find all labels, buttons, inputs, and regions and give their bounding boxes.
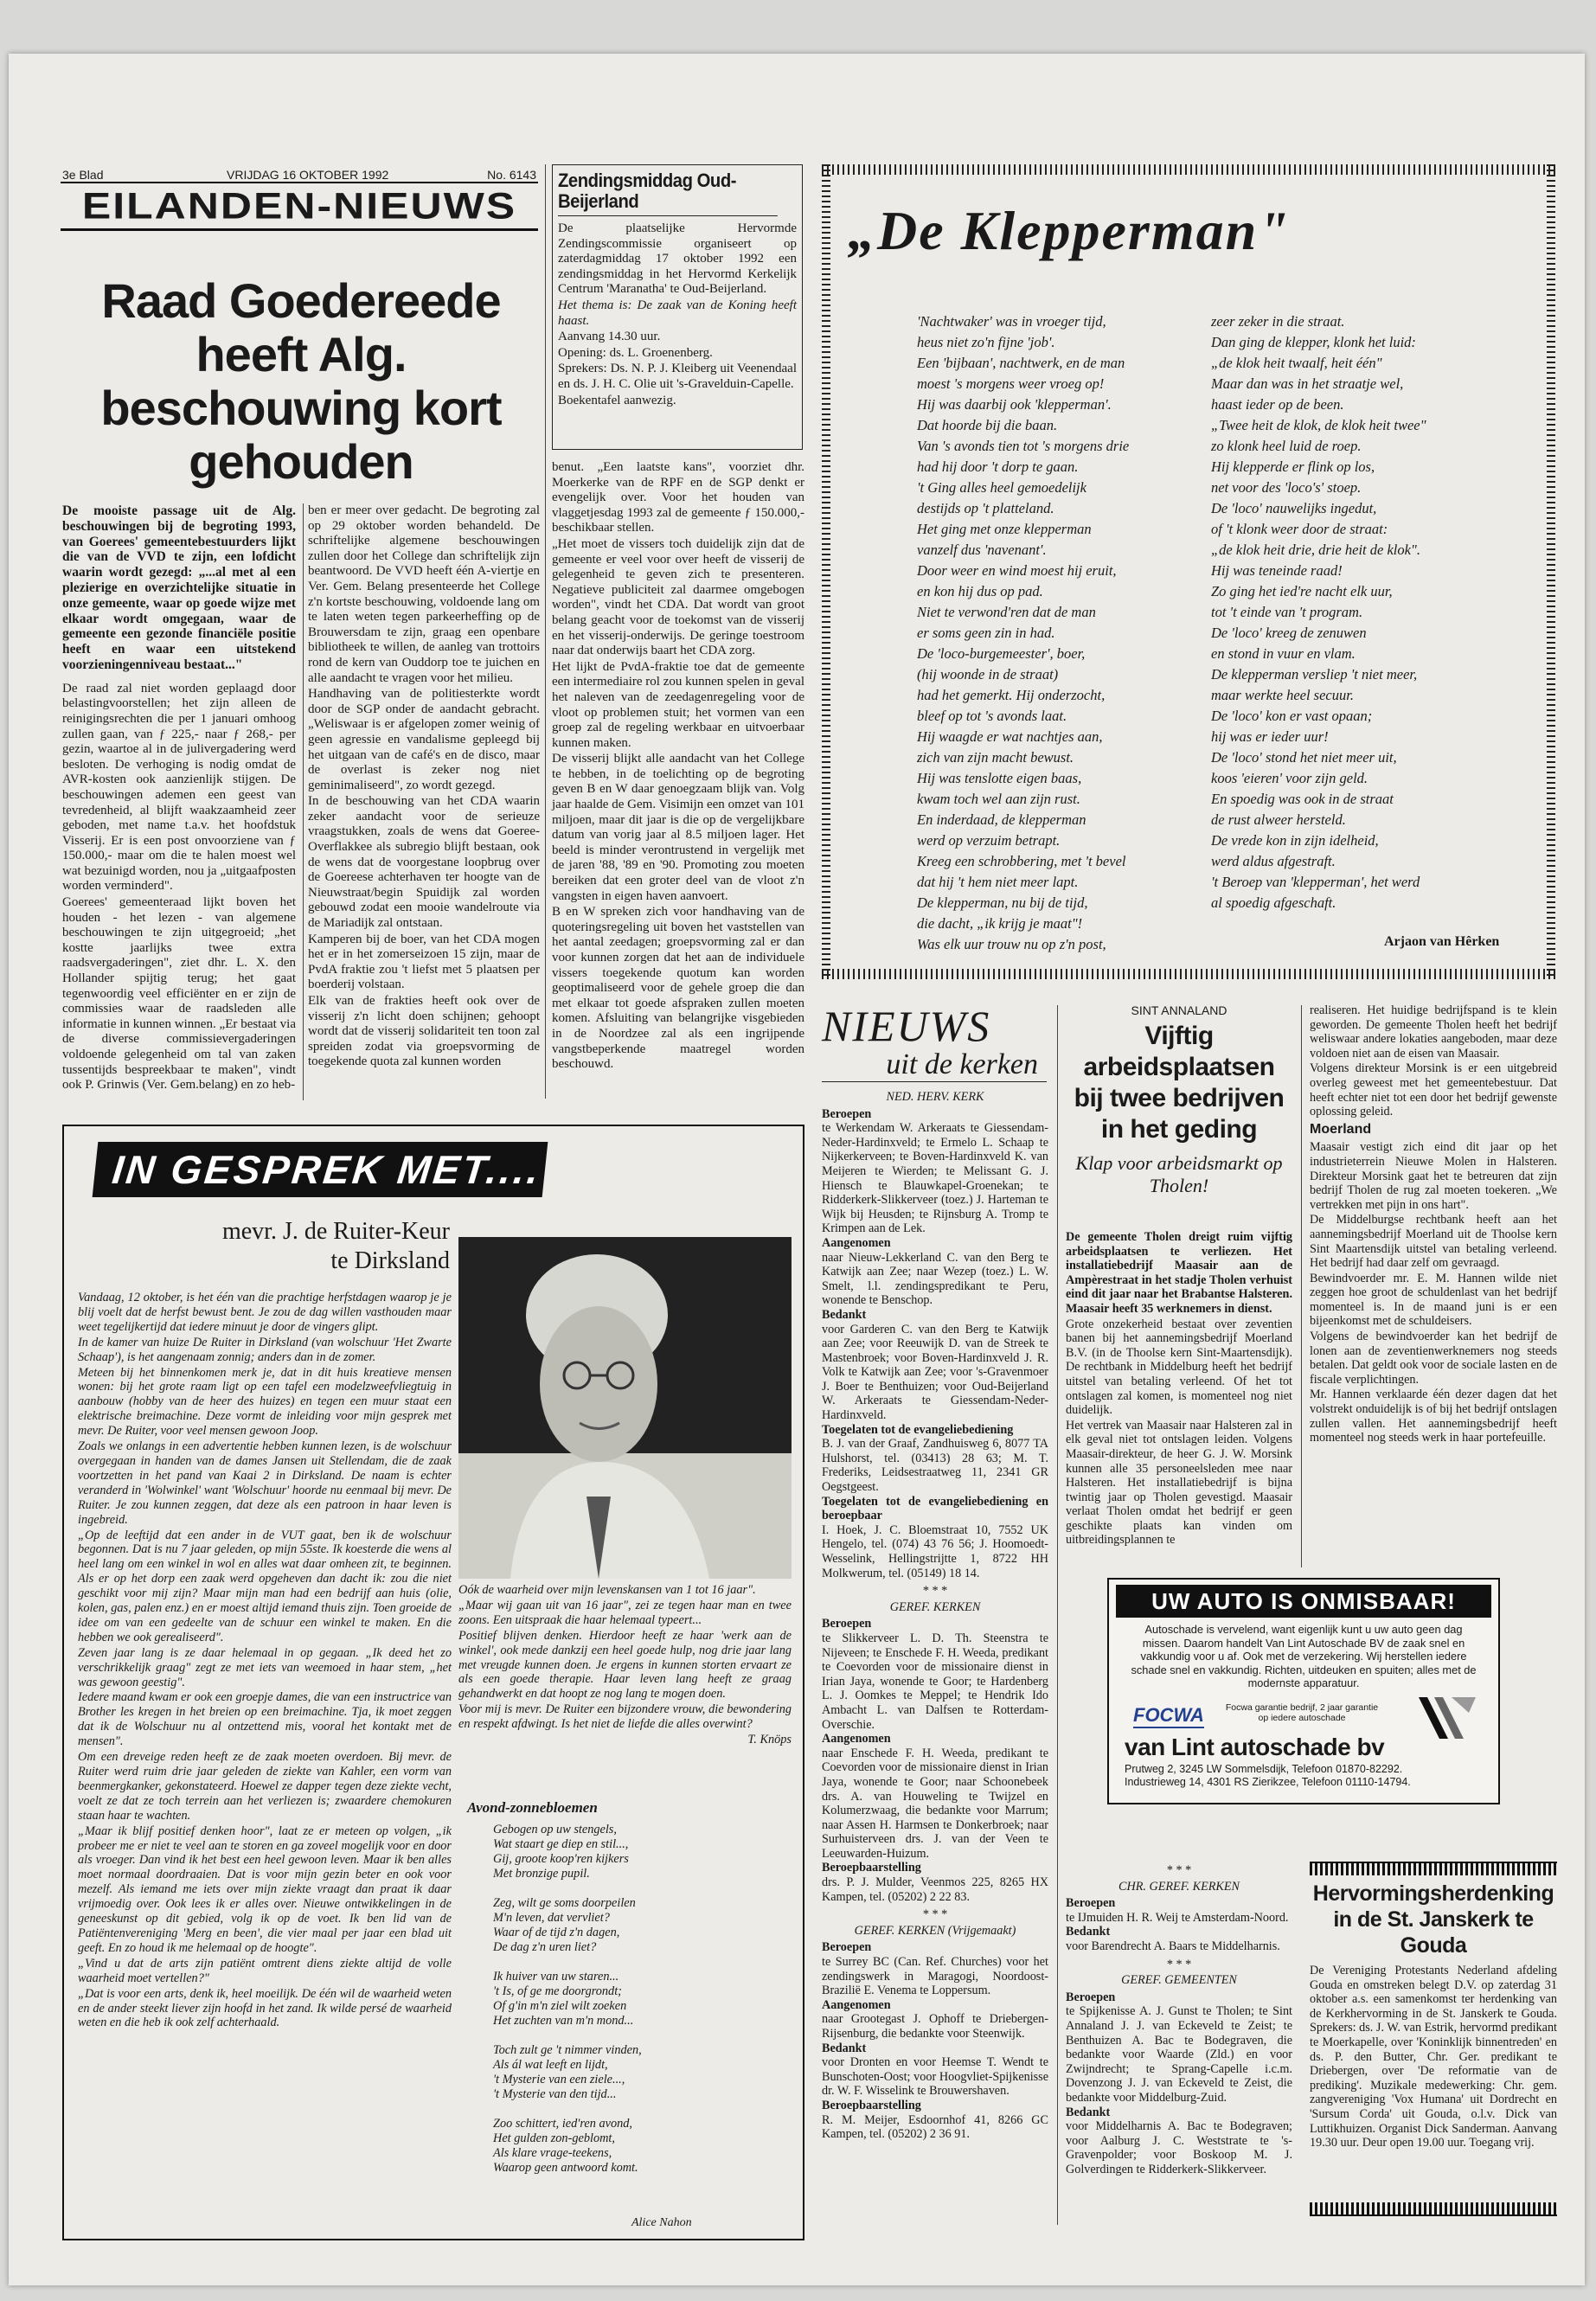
ad-address-1: Prutweg 2, 3245 LW Sommelsdijk, Telefoon 01870-82292.	[1125, 1763, 1403, 1775]
poem-line: Zeg, wilt ge soms doorpeilen	[493, 1896, 636, 1910]
kerk-item-label: Beroepen	[822, 1617, 872, 1631]
verse-line: De 'loco' nauwelijks ingedut,	[1211, 500, 1377, 516]
gesprek-para: Zeven jaar lang is ze daar helemaal in op gegaan. „Ik deed het zo verschrikkelijk graag" zegt ze met iets van weemoed in haar stem, „het was gewoon geestig".	[78, 1645, 452, 1689]
raad-para: Het lijkt de PvdA-fraktie toe dat de gemeente een intermediaire rol zou kunnen spelen in geval het naleven van de zeedagenregeling voor de vloot op problemen stuit; het vormen van een groep zal de regeling werkbaar en uitvoerbaar kunnen maken.	[552, 659, 804, 750]
section-stars: * * *	[922, 1584, 948, 1599]
page-label: 3e Blad	[62, 168, 104, 182]
poem-line: M'n leven, dat vervliet?	[493, 1911, 610, 1925]
verse-line: 't Beroep van 'klepperman', het werd	[1211, 874, 1420, 890]
newspaper-page	[9, 54, 1585, 2285]
verse-line: haast ieder op de been.	[1211, 396, 1344, 413]
verse-line: Hij was tenslotte eigen baas,	[917, 770, 1082, 786]
kerk-section-head: GEREF. GEMEENTEN	[1121, 1973, 1237, 1988]
verse-line: kwam toch wel aan zijn rust.	[917, 791, 1080, 807]
focwa-row	[1125, 1701, 1384, 1732]
zending-line: Boekentafel aanwezig.	[558, 393, 676, 407]
kerk-item-label: Aangenomen	[822, 1997, 891, 2012]
verse-line: Hij klepperde er flink op los,	[1211, 458, 1375, 475]
gesprek-para: In de kamer van huize De Ruiter in Dirksland (van wolschuur 'Het Zwarte Schaap'), is het aangenaam zonnig; anders dan in de zomer.	[78, 1335, 452, 1364]
raad-para: B en W spreken zich voor handhaving van de quoteringsregeling uit boven het vaststellen van het aantal zeedagen; groepsvorming zal er dan voor kunnen zorgen dat het aan de individuele vissers toegekende quotum kan worden geoptimaliseerd voor de gehele groep die dan met elkaar tot goede afspraken zullen moeten komen. Afsluiting van belangrijke visgebieden in de Noordzee zal als een ingrijpende vangstbeperkende maatregel worden beschouwd.	[552, 905, 804, 1072]
raad-para: De raad zal niet worden geplaagd door belastingvoorstellen; het zijn alleen de reinigingsrechten die per 1 januari omhoog zullen gaan, van ƒ 225,- naar ƒ 268,- per gezin, waartoe al in de julivergadering werd besloten. De verhoging is nodig omdat de AVR-kosten ook aanzienlijk stijgen. De beschouwingen ademen een geest van tevredenheid, al blijft waakzaamheid zeer geboden, met name t.a.v. het hoofdstuk Visserij. Er is een post onvoorziene van ƒ 150.000,- maar om die te halen moest wel wat bezuinigd worden, nou ja „uitgaafposten worden verminderd".	[62, 681, 296, 894]
poem-line: Het zuchten van m'n mond...	[493, 2014, 634, 2028]
zending-line: Opening: ds. L. Groenenberg.	[558, 345, 713, 360]
verse-line: Door weer en wind moest hij eruit,	[917, 562, 1117, 579]
poem-line: Waarop geen antwoord komt.	[493, 2161, 638, 2175]
zending-title: Zendingsmiddag Oud-Beijerland	[558, 170, 778, 216]
gesprek-byline: T. Knöps	[747, 1733, 792, 1747]
verse-line: Het ging met onze klepperman	[917, 521, 1092, 537]
verse-line: vanzelf dus 'navenant'.	[917, 542, 1047, 558]
kerk-item-label: Bedankt	[822, 2041, 867, 2055]
verse-line: de rust alweer hersteld.	[1211, 811, 1346, 828]
wavy-border-bottom	[822, 969, 1557, 979]
verse-line: had hij door 't dorp te gaan.	[917, 458, 1079, 475]
poem-line: De dag z'n uren liet?	[493, 1940, 597, 1954]
kerk-section-head: CHR. GEREF. KERKEN	[1118, 1879, 1240, 1894]
verse-line: Een 'bijbaan', nachtwerk, en de man	[917, 355, 1125, 371]
verse-line: Zo ging het ied're nacht elk uur,	[1211, 583, 1393, 599]
verse-line: hij was er ieder uur!	[1211, 728, 1329, 745]
vijftig-column-1	[1066, 1230, 1292, 1548]
raad-column-1	[62, 503, 296, 1094]
raad-column-3	[552, 460, 804, 1074]
kerk-item-text: voor Middelharnis A. Bac te Bodegraven; voor Aalburg J. C. Weststrate te 's-Gravenpolder; voor Boskoop M. J. Golverdingen te Ridderkerk-Slikkerveer.	[1066, 2119, 1292, 2176]
kerk-item-text: te IJmuiden H. R. Weij te Amsterdam-Noord.	[1066, 1910, 1289, 1925]
raad-column-2	[308, 503, 540, 1071]
herv-border-bottom	[1310, 2202, 1557, 2216]
poem-line: Ik huiver van uw staren...	[493, 1970, 619, 1984]
kerk-section-head: GEREF. KERKEN (Vrijgemaakt)	[854, 1923, 1016, 1938]
poem-line: Het gulden zon-geblomt,	[493, 2131, 615, 2145]
section-stars: * * *	[1166, 1863, 1192, 1877]
poem-line: Zoo schittert, ied'ren avond,	[493, 2117, 632, 2131]
ad-address	[1125, 1763, 1411, 1789]
ad-company: van Lint autoschade bv	[1125, 1734, 1385, 1760]
gesprek-name	[138, 1217, 450, 1276]
kerk-item-text: naar Grootegast J. Ophoff te Driebergen-Rijsenburg, die bedankte voor Steenwijk.	[822, 2012, 1048, 2041]
newspaper-name: EILANDEN-NIEUWS	[81, 185, 517, 227]
gesprek-name-2: te Dirksland	[330, 1247, 450, 1274]
kerk-item-label: Toegelaten tot de evangeliebediening en beroepbaar	[822, 1494, 1048, 1523]
poem-line: Gij, groote koop'ren kijkers	[493, 1852, 629, 1866]
herv-headline: Hervormingsherdenking in de St. Janskerk te Gouda	[1312, 1881, 1554, 1958]
kerk-item-text: drs. P. J. Mulder, Veenmos 225, 8265 HX Kampen, tel. (05202) 2 22 83.	[822, 1875, 1048, 1904]
kerken-column-2	[1066, 1860, 1292, 2176]
vijftig-para: Bewindvoerder mr. E. M. Hannen wilde niet zeggen hoe groot de schuldenlast van het bedrijf momenteel is. In de maand juni is er een bijeenkomst met de schuldeisers.	[1310, 1271, 1557, 1329]
portrait-photo	[458, 1237, 792, 1579]
kerk-item-label: Bedankt	[1066, 1925, 1111, 1939]
vijftig-para: realiseren. Het huidige bedrijfspand is te klein geworden. De gemeente Tholen heeft het bedrijf weliswaar andere lokaties aangeboden, maar deze voldoen niet aan de eisen van Maasair.	[1310, 1003, 1557, 1061]
herv-border-top	[1310, 1862, 1557, 1875]
kerken-title	[822, 1003, 1047, 1082]
poem-line: 't Mysterie van den tijd...	[493, 2087, 617, 2101]
verse-line: De 'loco' kreeg de zenuwen	[1211, 625, 1367, 641]
verse-line: Maar dan was in het straatje wel,	[1211, 375, 1404, 392]
verse-line: al spoedig afgeschaft.	[1211, 894, 1336, 911]
vijftig-para: De Middelburgse rechtbank heeft aan het aannemingsbedrijf Moerland uit de Thoolse kern Sint Maartensdijk uitstel van betaling verleend. Het bedrijf had daar zelf om gevraagd.	[1310, 1213, 1557, 1271]
poem-line: Met bronzige pupil.	[493, 1867, 590, 1881]
vijftig-para: Grote onzekerheid bestaat over zeventien banen bij het aannemingsbedrijf Moerland B.V. (in de Thoolse kern Sint-Maartensdijk). De rechtbank in Middelburg heeft het bedrijf uitstel van betaling verleend. Of het tot ontslagen zal komen, is momenteel nog niet duidelijk.	[1066, 1317, 1292, 1418]
photo-caption: Oók de waarheid over mijn levenskansen van 1 tot 16 jaar".	[458, 1583, 756, 1597]
verse-line: zeer zeker in die straat.	[1211, 313, 1345, 330]
klepperman-verse-1	[917, 311, 1202, 955]
klepperman-box	[822, 164, 1557, 986]
verse-line: „de klok heit drie, drie heit de klok".	[1211, 542, 1420, 558]
vijftig-dateline: SINT ANNALAND	[1131, 1003, 1227, 1017]
kerk-item-label: Beroepen	[822, 1106, 872, 1121]
kerk-item-text: naar Nieuw-Lekkerland C. van den Berg te Katwijk aan Zee; naar Wezep (toez.) L. W. Smelt, l.l. zendingspredikant te Peru, wonende te Benschop.	[822, 1250, 1048, 1308]
vijftig-para: Mr. Hannen verklaarde één dezer dagen dat het volstrekt onduidelijk is of bij het bedrijf ontslagen zullen vallen. Het aannemingsbedrijf heeft momenteel nog steeds werk in haar portefeuille.	[1310, 1388, 1557, 1445]
poem-text	[493, 1823, 753, 2176]
kerk-item-text: voor Barendrecht A. Baars te Middelharnis.	[1066, 1939, 1280, 1953]
kerk-item-text: voor Dronten en voor Heemse T. Wendt te Bunschoten-Oost; voor Hoogvliet-Spijkenisse dr. W. F. Wisselink te Brouwershaven.	[822, 2055, 1048, 2099]
poem-line	[493, 2102, 753, 2117]
verse-line: bleef op tot 's avonds laat.	[917, 708, 1067, 724]
raad-para: Elk van de frakties heeft ook over de visserij z'n licht doen schijnen; gehoopt wordt dat de visserij solidariteit ten toon zal spreiden zodat via groepsvorming de toegekende quota zal kunnen worden	[308, 994, 540, 1069]
kerk-item-label: Beroepbaarstelling	[822, 2098, 921, 2112]
poem-line: Of g'in m'n ziel wilt zoeken	[493, 1999, 627, 2013]
gesprek-para: Meteen bij het binnenkomen merk je, dat in dit huis kreatieve mensen wonen: bij het grote raam ligt op een tafel een modelzweefvliegtuig in aanbouw (hobby van de heer des huizes) en tegen een muur staat een elektrische breimachine. Deze vormt de inleiding voor mijn gesprek met mevr. De Ruiter, voor veel mensen gewoon Joop.	[78, 1365, 452, 1439]
zending-line: Sprekers: Ds. N. P. J. Kleiberg uit Veenendaal en ds. J. H. C. Olie uit 's-Gravelduin-Capelle.	[558, 362, 797, 391]
verse-line: maar werkte heel secuur.	[1211, 687, 1354, 703]
gesprek-para: Om een dreveige reden heeft ze de zaak moeten overdoen. Bij mevr. de Ruiter werd ruim drie jaar geleden de ziekte van Kahler, een vorm van beenmergkanker, gekonstateerd. Hoewel ze dapper tegen deze ziekte vecht, voelt ze dat ze toch terrein aan het verliezen is; zwaardere chemokuren staan haar te wachten.	[78, 1750, 452, 1823]
kerk-item-text: naar Enschede F. H. Weeda, predikant te Coevorden voor de missionaire dienst in Irian Jaya, wonende te Goor; naar Schoonebeek drs. A. van Houweling te Twijzel en Kolumerzwaag, die bedankte voor Marrum; naar Assen H. Harmsen te Donkerbroek; naar Surhuisterveen drs. J. van der Veen te Leeuwarden-Huizum.	[822, 1746, 1048, 1861]
wavy-border-top	[822, 164, 1557, 175]
poem-line	[493, 1955, 753, 1970]
kerk-item-text: te Surrey BC (Can. Ref. Churches) voor het zendingswerk in Maragogi, Noordoost-Brazilië E. Venema te Loppersum.	[822, 1955, 1048, 1998]
gesprek-banner: IN GESPREK MET....	[93, 1142, 548, 1197]
vijftig-para: Volgens de bewindvoerder kan het bedrijf de lonen aan de zeventienwerknemers nog steeds betalen. Dat geldt ook voor de sociale lasten en de fiscale verplichtingen.	[1310, 1330, 1557, 1387]
verse-line: Was elk uur trouw nu op z'n post,	[917, 936, 1106, 952]
poem-line: Toch zult ge 't nimmer vinden,	[493, 2043, 642, 2057]
gesprek-para: „Maar ik blijf positief denken hoor", laat ze er meteen op volgen, „ik probeer me er niet te veel aan te storen en ga zoveel mogelijk voor en door als vroeger. Dan vind ik het best een heel gewoon leven. Maar ik ben alles moet normaal doordraaien. Dat is voor mijn gezin beter en ook voor mezelf. Als iemand me iets over mijn ziekte vraagt dan praat ik daar vrijmoedig over. Ook lees ik er alles over. Nieuwe ontwikkelingen in de geneeskunst op dit gebied, volg ik op de voet. Ik ben lid van de Patiëntenvereniging 'Merg en been', die vier maal per jaar een blad uit geeft. En zo houd ik me helemaal op de hoogte".	[78, 1823, 452, 1955]
kerk-item-label: Beroepbaarstelling	[822, 1861, 921, 1875]
vanlint-ad	[1107, 1578, 1500, 1804]
poem-line: Wat staart ge diep en stil...,	[493, 1837, 629, 1851]
poem-title: Avond-zonnebloemen	[467, 1799, 598, 1816]
kerk-item-label: Aangenomen	[822, 1235, 891, 1250]
kerk-item-text: R. M. Meijer, Esdoornhof 41, 8266 GC Kampen, tel. (05202) 2 36 91.	[822, 2112, 1048, 2142]
poem-line: 't Mysterie van een ziele...,	[493, 2073, 625, 2086]
vijftig-column-2	[1310, 1003, 1557, 1446]
verse-line: of 't klonk weer door de straat:	[1211, 521, 1388, 537]
section-stars: * * *	[922, 1907, 948, 1922]
verse-line: 'Nachtwaker' was in vroeger tijd,	[917, 313, 1106, 330]
verse-line: destijds op 't platteland.	[917, 500, 1054, 516]
raad-headline: Raad Goedereede heeft Alg. beschouwing kort gehouden	[100, 273, 502, 489]
verse-line: werd aldus afgestraft.	[1211, 853, 1336, 869]
verse-line: Van 's avonds tien tot 's morgens drie	[917, 438, 1130, 454]
gesprek-para: Iedere maand kwam er ook een groepje dames, die van een instructrice van Brother les kregen in het breien op een breimachine. Tja, ik moet zeggen dat ik de Wolschuur nu al ontzettend mis, vooral het kontakt met de mensen".	[78, 1690, 452, 1749]
raad-para: Kamperen bij de boer, van het CDA mogen het er in het zomerseizoen 15 zijn, maar de PvdA fraktie zou 't liefst met 5 plaatsen per boerderij volstaan.	[308, 932, 540, 992]
column-rule	[303, 503, 304, 1100]
poem-line: Als ál wat leeft en lijdt,	[493, 2058, 608, 2072]
verse-line: en kon hij dus op pad.	[917, 583, 1043, 599]
gesprek-para: Vandaag, 12 oktober, is het één van die prachtige herfstdagen waarop je je blij voelt dat de herfst bewust bent. Je zou de dag willen vasthouden maar weet tegelijkertijd dat iedere minuut je door de vingers glipt.	[78, 1291, 452, 1334]
gesprek-name-1: mevr. J. de Ruiter-Keur	[221, 1218, 450, 1245]
verse-line: heus niet zo'n fijne 'job'.	[917, 334, 1055, 350]
verse-line: Niet te verwond'ren dat de man	[917, 604, 1096, 620]
raad-para: Handhaving van de politiesterkte wordt door de SGP onder de aandacht gebracht. „Weliswaar is er afgelopen zomer weinig of geen agressie en vandalisme gepleegd bij het uitgaan van de café's en de disco, maar de overlast is zeker nog niet geminimaliseerd", zo wordt gezegd.	[308, 687, 540, 792]
verse-line: moest 's morgens weer vroeg op!	[917, 375, 1105, 392]
kerk-item-label: Aangenomen	[822, 1732, 891, 1747]
vijftig-sub: Klap voor arbeidsmarkt op Tholen!	[1075, 1152, 1283, 1196]
verse-line: De klepperman, nu bij de tijd,	[917, 894, 1088, 911]
verse-line: er soms geen zin in had.	[917, 625, 1055, 641]
wavy-border-left	[822, 164, 830, 979]
verse-line: 't Ging alles heel gemoedelijk	[917, 479, 1086, 496]
poem-line: Als klare vrage-teekens,	[493, 2146, 612, 2160]
herv-body: De Vereniging Protestants Nederland afdeling Gouda en omstreken belegt D.V. op zaterdag 31 oktober a.s. een samenkomst ter herdenking van de Kerkhervorming in de St. Janskerk te Gouda. Sprekers: ds. J. W. van Estrik, hervormd predikant te Moerkapelle, over 'Koninklijk binnentreden' en ds. P. den Butter, Chr. Ger. predikant te Driebergen, over 'De reformatie van de prediking'. Muzikale medewerking: Chr. gem. zangvereniging 'Vox Humana' uit Dordrecht en 'Sursum Corda' uit Gouda, o.l.v. Dick van Luttikhuizen. Organist Dick Sanderman. Aanvang 19.30 uur. Deur open 19.00 uur. Toegang vrij.	[1310, 1964, 1557, 2150]
kerk-item-label: Beroepen	[822, 1940, 872, 1955]
raad-lead: De mooiste passage uit de Alg. beschouwingen bij de begroting 1993, van Goerees' gemeentebestuurders lijkt die van de VVD te zijn, een lofdicht waarin wordt gezegd: „...al met al een plezierige en overzichtelijke situatie in onze gemeente, waar op goede wijze met elkaar wordt omgegaan, waar de gemeente een gezonde financiële positie heeft en waar een uitstekend voorzieningenniveau bestaat..."	[62, 503, 296, 672]
vijftig-headline: Vijftig arbeidsplaatsen bij twee bedrijven in het geding	[1074, 1022, 1285, 1144]
raad-para: „Het moet de vissers toch duidelijk zijn dat de gemeente er veel voor over heeft de visserij de gelegenheid te geven zich te presenteren. Negatieve publiciteit zal daarmee omgebogen worden", vindt het CDA. Dat wordt van groot belang geacht voor de toekomst van de visserij en het visserij-onderwijs. De geringe toestroom naar dat onderwijs baart het CDA zorg.	[552, 536, 804, 658]
kerken-column-1	[822, 1088, 1048, 2142]
herv-box	[1310, 1862, 1557, 2216]
issue-date: VRIJDAG 16 OKTOBER 1992	[227, 168, 389, 182]
poem-line	[493, 1881, 753, 1896]
raad-col1-text	[62, 682, 296, 1093]
poem-line: 't Is, of ge me doorgrondt;	[493, 1984, 622, 1998]
gesprek-column-1	[78, 1291, 452, 2031]
verse-line: werd op verzuim betrapt.	[917, 832, 1061, 849]
verse-line: De 'loco' kon er vast opaan;	[1211, 708, 1373, 724]
gesprek-para: Voor mij is mevr. De Ruiter een bijzondere vrouw, die bewondering en respekt afdwingt. Is het niet de liefde die alles overwint?	[458, 1702, 792, 1732]
kerken-title-2: uit de kerken	[822, 1048, 1047, 1082]
kerken-title-1: NIEUWS	[822, 1002, 991, 1050]
kerk-item-label: Bedankt	[822, 1307, 867, 1322]
poem-line: Gebogen op uw stengels,	[493, 1823, 617, 1836]
verse-line: „de klok heit twaalf, heit één"	[1211, 355, 1382, 371]
column-rule	[1057, 1005, 1058, 2225]
kerk-item-label: Beroepen	[1066, 1990, 1116, 2004]
zending-thema: Het thema is: De zaak van de Koning heeft haast.	[558, 298, 797, 328]
zending-box	[552, 164, 803, 450]
kerk-item-label: Beroepen	[1066, 1896, 1116, 1911]
gesprek-para: „Maar wij gaan uit van 16 jaar", zei ze tegen haar man en twee zoons. Een uitspraak die haar helemaal typeert...	[458, 1598, 792, 1627]
ad-address-2: Industrieweg 14, 4301 RS Zierikzee, Telefoon 01110-14794.	[1125, 1776, 1411, 1788]
vijftig-para: Maasair vestigt zich eind dit jaar op het industrieterrein Nieuwe Molen in Halsteren. Direkteur Morsink gaat het te betreuren dat zijn bedrijf Tholen de rug zal moeten toekeren. „We vertrekken met pijn in ons hart".	[1310, 1140, 1557, 1212]
gesprek-column-2	[458, 1583, 792, 1748]
verse-line: dat hij 't hem niet meer lapt.	[917, 874, 1079, 890]
gesprek-para: „Op de leeftijd dat een ander in de VUT gaat, ben ik de wolschuur begonnen. Dat is nu 7 jaar geleden, op mijn 55ste. Ik koesterde die wens al heel lang om een winkel in wol en alles wat daar omheen zit, te beginnen. Als er op het dorp een zaak werd opgeheven dan dacht ik: zou die niet geschikt voor mij zijn? Maar mijn man had een bedrijf aan huis (olie, kolen, gas, palen enz.) en er moest altijd iemand thuis zijn. Toen groeide de idee om van een gedeelte van de schuur een winkel te maken. En die hebben we ook gerealiseerd".	[78, 1528, 452, 1644]
verse-line: Hij waagde er wat nachtjes aan,	[917, 728, 1103, 745]
verse-line: zo klonk heel luid de roep.	[1211, 438, 1362, 454]
verse-line: En spoedig was ook in de straat	[1211, 791, 1394, 807]
kerk-item-label: Toegelaten tot de evangeliebediening	[822, 1422, 1014, 1437]
gesprek-para: Positief blijven denken. Hierdoor heeft ze haar 'werk aan de winkel', ook mede dankzij een heel goede hulp, nog drie jaar lang met vreugde kunnen doen. Je ergens in kunnen storten ervaart ze als een goede therapie. Haar leven lang heeft ze graag gehandwerkt en dat hoopt ze nog lang te mogen doen.	[458, 1628, 792, 1702]
verse-line: De klepperman versliep 't niet meer,	[1211, 666, 1418, 683]
verse-line: Dat hoorde bij die baan.	[917, 417, 1058, 433]
poem-line: Waar of de tijd z'n dagen,	[493, 1926, 620, 1939]
vijftig-para: Het vertrek van Maasair naar Halsteren zal in elk geval niet tot ontslagen leiden. Volgens Maasair-direkteur, de heer G. J. W. Morsink kunnen alle 35 personeelsleden mee naar Halsteren. Het installatiebedrijf is bijna twintig jaar op Tholen gevestigd. Maasair verlaat Tholen omdat het bedrijf er geen geschikte plaats kan vinden om uitbreidingsplannen te	[1066, 1418, 1292, 1548]
ad-title: UW AUTO IS ONMISBAAR!	[1116, 1585, 1491, 1618]
verse-line: zich van zijn macht bewust.	[917, 749, 1074, 766]
kerk-section-head: NED. HERV. KERK	[886, 1090, 984, 1104]
poem-line	[493, 2029, 753, 2043]
verse-line: net voor des 'loco's' stoep.	[1211, 479, 1362, 496]
raad-para: Goerees' gemeenteraad lijkt boven het houden - het lezen - van algemene beschouwingen te zijn uitgegroeid; „het kostte jaarlijks twee extra raadsvergaderingen", ziet dhr. L. X. den Hollander spijtig terug; het gaat tegenwoordig veel efficiënter en er zijn de commissies waar de raadsleden alle informatie in kunnen winnen. „Er bestaat via de diverse commissievergaderingen voldoende gelegenheid om tal van zaken tussentijds bespreekbaar te maken", vindt ook P. Grinwis (Ver. Gem.belang) en zo heb-	[62, 895, 296, 1093]
verse-line: De vrede kon in zijn idelheid,	[1211, 832, 1379, 849]
kerk-item-text: B. J. van der Graaf, Zandhuisweg 6, 8077 TA Hulshorst, tel. (03413) 28 63; M. T. Frederiks, Leidsestraatweg 11, 2341 GR Oegstgeest.	[822, 1437, 1048, 1495]
column-rule	[545, 164, 546, 1099]
section-stars: * * *	[1166, 1957, 1192, 1971]
kerk-section-head: GEREF. KERKEN	[889, 1599, 981, 1614]
verse-line: had het gemerkt. Hij onderzocht,	[917, 687, 1106, 703]
kerk-item-text: I. Hoek, J. C. Bloemstraat 10, 7552 UK Hengelo, tel. (074) 43 76 56; J. Hoomoedt-Wesselink, Hellingstrijtte 1, 8722 HH Molkwerum, tel. (05149) 18 14.	[822, 1522, 1048, 1580]
vijftig-header	[1066, 1003, 1292, 1197]
raad-para: ben er meer over gedacht. De begroting zal op 29 oktober worden behandeld. De schriftelijke algemene beschouwingen zullen door het College dan schriftelijk zijn beantwoord. De VVD heeft één A-viertje en Ver. Gem. Belang presenteerde het College z'n kortste beschouwing, voldoende lang om te laten weten tegen parkeerheffing op de Brouwersdam te zijn, graag een openbare bibliotheek te willen, de aanleg van trottoirs rond de kern van Ouddorp toe te juichen en alle aandacht te vragen voor het milieu.	[308, 503, 540, 685]
verse-line: en stond in vuur en vlam.	[1211, 645, 1356, 662]
verse-line: „Twee heit de klok, de klok heit twee"	[1211, 417, 1426, 433]
focwa-logo: FOCWA	[1133, 1704, 1204, 1728]
verse-line: tot 't einde van 't program.	[1211, 604, 1363, 620]
verse-line: De 'loco' stond het niet meer uit,	[1211, 749, 1397, 766]
klepperman-verse-2	[1211, 311, 1531, 913]
verse-line: En inderdaad, de klepperman	[917, 811, 1086, 828]
column-rule	[1301, 1005, 1302, 1567]
gesprek-para: „Dat is voor een arts, denk ik, heel moeilijk. De één wil de waarheid weten en de ander steekt liever zijn hoofd in het zand. Ik wilde persé de waarheid weten en die heb ik ook zelf achterhaald.	[78, 1986, 452, 2030]
kerk-item-text: te Werkendam W. Arkeraats te Giessendam-Neder-Hardinxveld; te Ermelo L. Schaap te Nijkerkerveen; te Boven-Hardinxveld K. van Meijeren te Wierden; te Melissant G. J. Hiensch te Blauwkapel-Groenekan; te Ridderkerk-Slikkerveer (toez.) J. Harteman te Wijk bij Heusden; te Rijnsburg A. Tromp te Krimpen aan de Lek.	[822, 1121, 1048, 1236]
vijftig-para: Volgens direkteur Morsink is er een uitgebreid overleg geweest met het gemeentebestuur. Dat heeft echter niet tot een door het bedrijf gewenste oplossing geleid.	[1310, 1061, 1557, 1119]
verse-line: koos 'eieren' voor zijn geld.	[1211, 770, 1368, 786]
portrait-illustration	[458, 1237, 792, 1579]
kerk-item-text: te Slikkerveer L. D. Th. Steenstra te Nijeveen; te Enschede F. H. Weeda, predikant te Coevorden voor de missionaire dienst in Irian Jaya, wonende te Goor; te Hardenberg L. J. Oomkes te Meppel; te Hendrik Ido Ambacht L. van Dalfsen te Rotterdam-Overschie.	[822, 1631, 1048, 1732]
verse-line: (hij woonde in de straat)	[917, 666, 1059, 683]
verse-line: die dacht, „ik krijg je maat"!	[917, 915, 1083, 932]
verse-line: Dan ging de klepper, klonk het luid:	[1211, 334, 1416, 350]
verse-line: Hij was teneinde raad!	[1211, 562, 1343, 579]
wavy-border-right	[1547, 164, 1555, 979]
gesprek-para: Zoals we onlangs in een advertentie hebben kunnen lezen, is de wolschuur overgegaan in handen van de dames Jansen uit Stellendam, die de zaak voortzetten in het pand van Kaai 2 in Dirksland. De naam is echter veranderd in 'Wolwinkel' want 'Wolschuur' hoorde nu eenmaal bij mevr. De Ruiter. Je zou kunnen zeggen, dat deze als een patroon in haar leven is ingebreid.	[78, 1439, 452, 1527]
raad-para: benut. „Een laatste kans", voorziet dhr. Moerkerke van de RPF en de SGP denkt er evengelijk over. Voor het houden van vlaggetjesdag 1993 zal de gemeente ƒ 150.000,- beschikbaar stellen.	[552, 460, 804, 535]
kerk-item-text: voor Garderen C. van den Berg te Katwijk aan Zee; voor Reeuwijk D. van de Streek te Mastenbroek; voor Boven-Hardinxveld J. R. Volk te Katwijk aan Zee; voor 's-Gravenmoer J. Boer te Benthuizen; voor Oud-Beijerland W. Arkeraats te Giessendam-Neder-Hardinxveld.	[822, 1322, 1048, 1423]
ad-body: Autoschade is vervelend, want eigenlijk kunt u uw auto geen dag missen. Daarom handelt Van Lint Autoschade BV de zaak snel en vakkundig voor u af. Ook met de verzekering. Wij herstellen iedere schade snel en vakkundig. Richten, uitdeuken en spuiten; alles met de modernste apparatuur.	[1131, 1623, 1477, 1689]
verse-line: Kreeg een schrobbering, met 't bevel	[917, 853, 1126, 869]
verse-line: De 'loco-burgemeester', boer,	[917, 645, 1086, 662]
focwa-text: Focwa garantie bedrijf, 2 jaar garantie op iedere autoschade	[1225, 1702, 1379, 1723]
masthead-dateline	[62, 168, 536, 182]
klepperman-title: „De Klepperman"	[848, 200, 1291, 261]
masthead	[61, 182, 538, 231]
kerk-item-label: Bedankt	[1066, 2105, 1111, 2119]
verse-line: Hij was daarbij ook 'klepperman'.	[917, 396, 1112, 413]
vijftig-subhead: Moerland	[1310, 1121, 1372, 1137]
vijftig-lead: De gemeente Tholen dreigt ruim vijftig arbeidsplaatsen te verliezen. Het installatiebedrijf Maasair aan de Ampèrestraat in het stadje Tholen verhuist eind dit jaar naar het Brabantse Halsteren. Maasair heeft 35 werknemers in dienst.	[1066, 1230, 1292, 1316]
raad-para: In de beschouwing van het CDA waarin zeker aandacht voor de serieuze vraagstukken, zoals de wens dat Goeree-Overflakkee als subregio blijft bestaan, ook de wens dat de voorgestane loopbrug over de Goereese achterhaven ter hoogte van de Nieuwstraat/begin Spuidijk zal worden gebouwd zodat een mooie wandelroute via de Mariadijk zal ontstaan.	[308, 794, 540, 931]
zending-body: De plaatselijke Hervormde Zendingscommissie organiseert op zaterdagmiddag 17 oktober 1992 een zendingsmiddag in het Hervormd Kerkelijk Centrum 'Maranatha' te Oud-Beijerland.	[558, 221, 797, 297]
issue-number: No. 6143	[487, 168, 536, 182]
kerk-item-text: te Spijkenisse A. J. Gunst te Tholen; te Sint Annaland J. J. van Eckeveld te Zeist; te Benthuizen A. Bac te Bodegraven, die bedankte voor Waarde (Zld.) en voor Zwijndrecht; te Sprang-Capelle i.c.m. Dovenzong J. J. van Eckeveld te Zeist, die bedankte voor Middelburg-Zuid.	[1066, 2004, 1292, 2105]
klepperman-author: Arjaon van Hêrken	[1384, 934, 1500, 949]
raad-para: De visserij blijkt alle aandacht van het College te hebben, in de toelichting op de begroting geven B en W daar genoegzaam blijk van. Volg jaar haalde de Gem. Visimijn een omzet van 101 miljoen, maar dit jaar is die op de vergelijkbare datum van vorig jaar al 8.5 miljoen lager. Het beeld is minder verontrustend in vergelijk met de jaren '88, '89 en '90. Promoting zou moeten bereiken dat een groter deel van de vloot z'n vangsten in eigen haven aanvoert.	[552, 752, 804, 903]
vanlint-logo-icon	[1417, 1694, 1477, 1742]
poem-author: Alice Nahon	[631, 2216, 692, 2229]
gesprek-para: „Vind u dat de arts zijn patiënt omtrent diens ziekte altijd de volle waarheid moet vertellen?"	[78, 1956, 452, 1985]
zending-line: Aanvang 14.30 uur.	[558, 330, 661, 344]
